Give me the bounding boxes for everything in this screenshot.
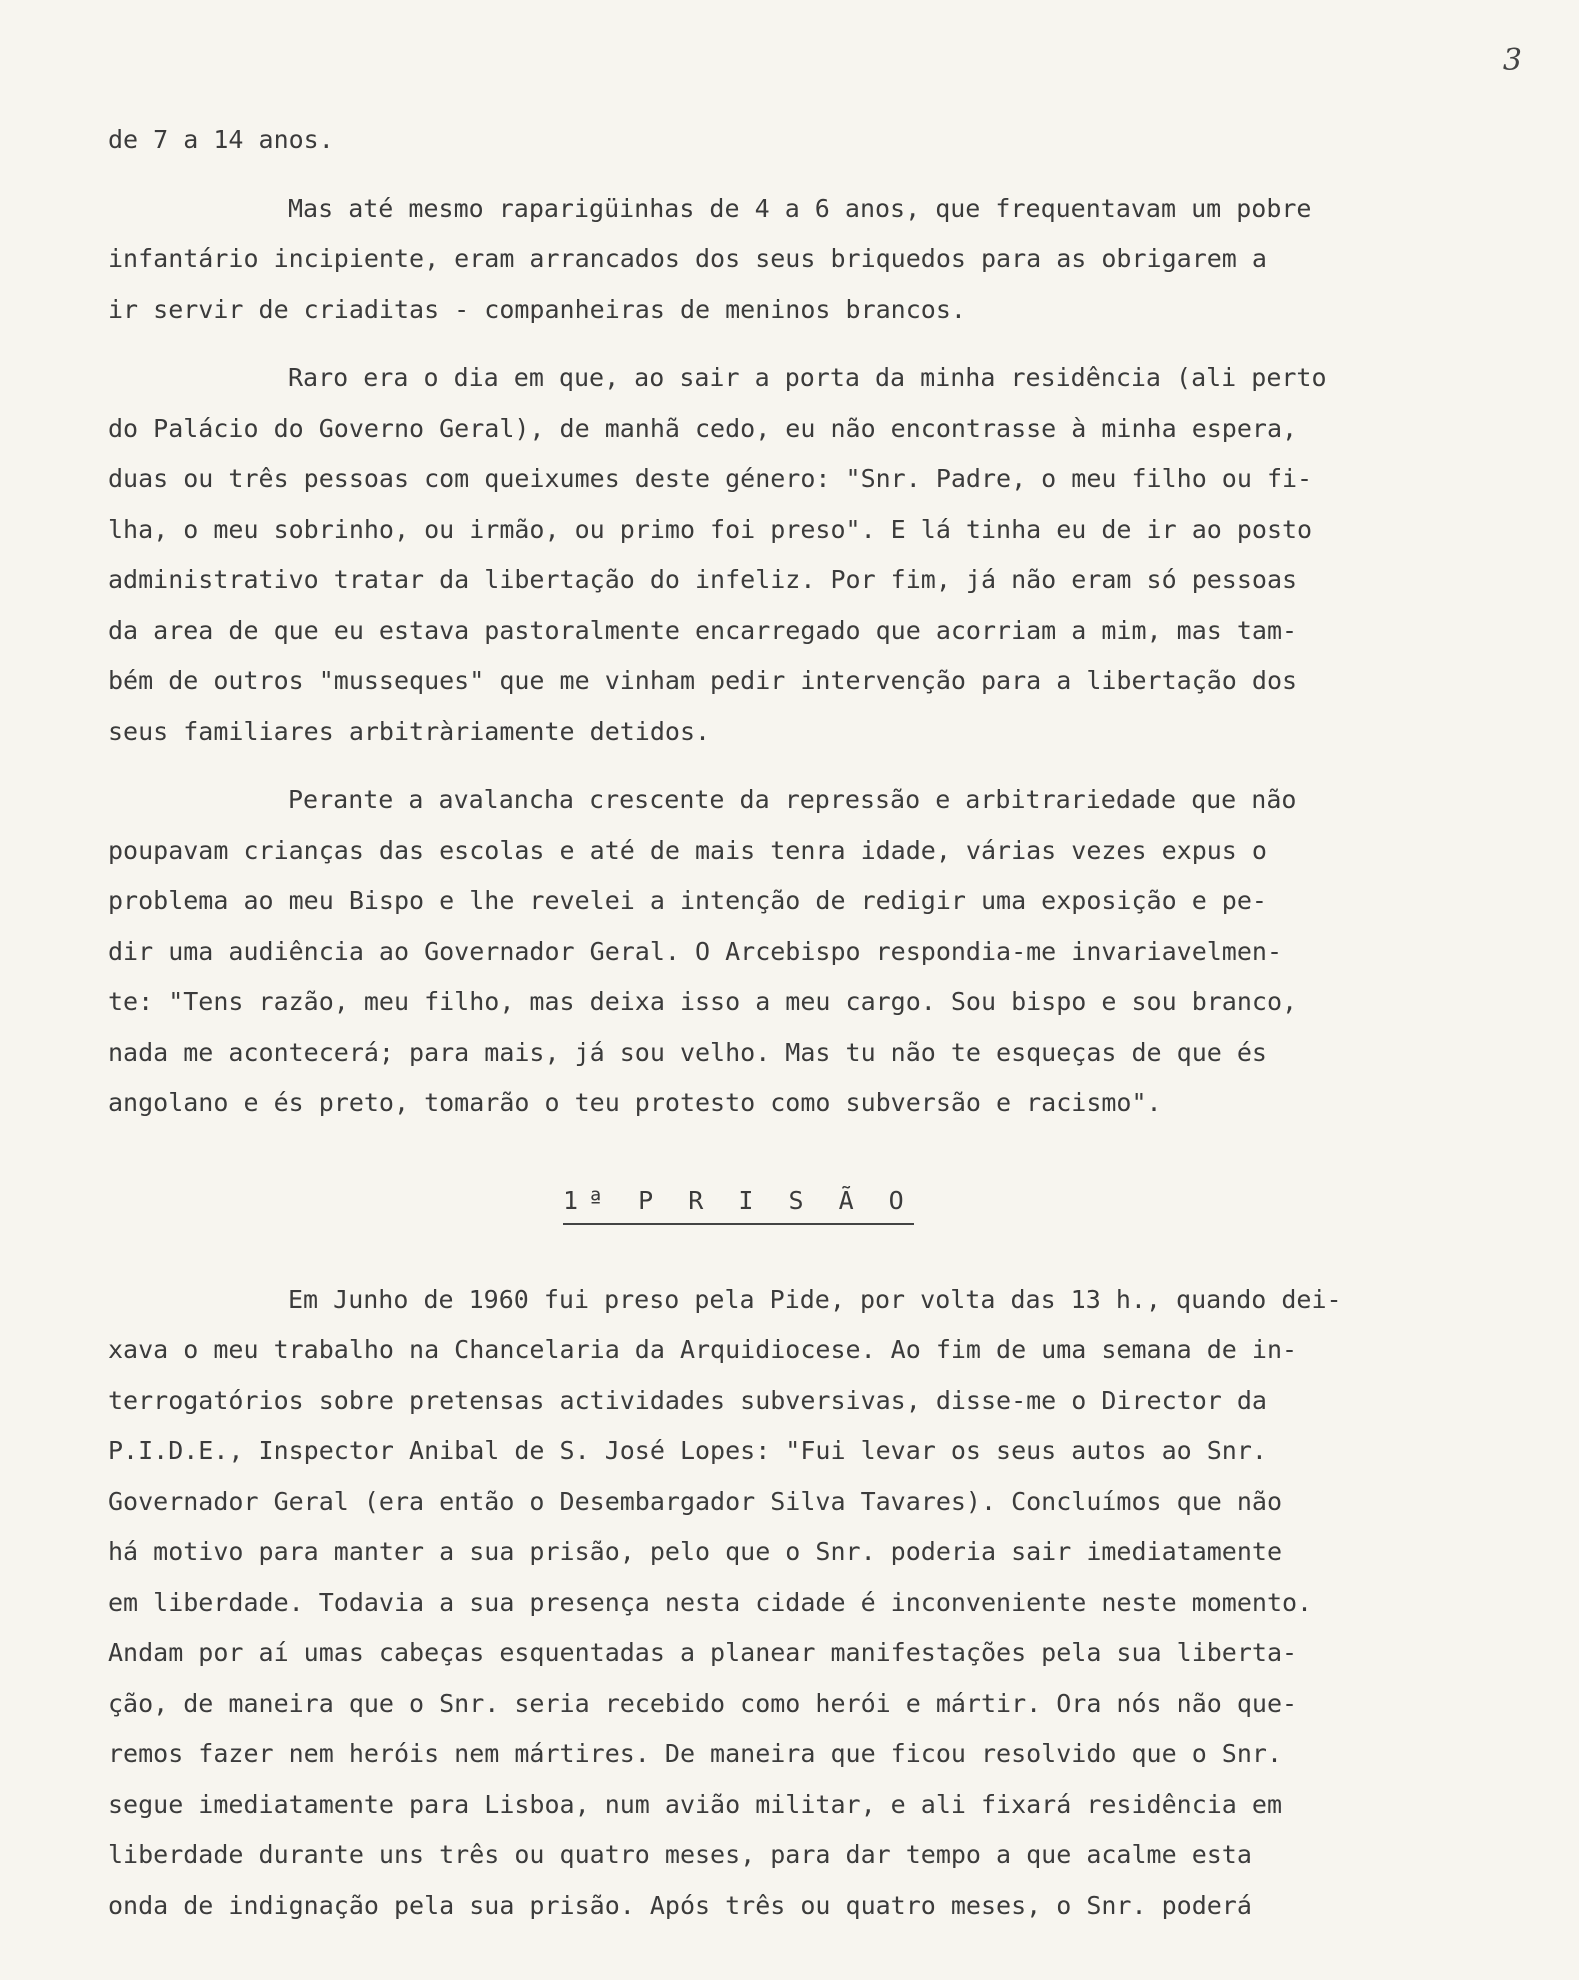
text-line: nada me acontecerá; para mais, já sou velho. Mas tu não te esqueças de que és — [108, 1037, 1267, 1067]
text-line: lha, o meu sobrinho, ou irmão, ou primo foi preso". E lá tinha eu de ir ao posto — [108, 514, 1313, 544]
text-line: Em Junho de 1960 fui preso pela Pide, por volta das 13 h., quando dei- — [288, 1284, 1342, 1314]
document-body — [108, 115, 1558, 1931]
text-line: do Palácio do Governo Geral), de manhã cedo, eu não encontrasse à minha espera, — [108, 413, 1298, 443]
page-number: 3 — [1502, 43, 1522, 78]
section-heading-text: 1ª P R I S Ã O — [563, 1179, 914, 1225]
text-line: te: "Tens razão, meu filho, mas deixa isso a meu cargo. Sou bispo e sou branco, — [108, 987, 1298, 1016]
text-line: Mas até mesmo raparigüinhas de 4 a 6 anos, que frequentavam um pobre — [288, 193, 1312, 223]
text-line: liberdade durante uns três ou quatro meses, para dar tempo a que acalme esta — [108, 1840, 1252, 1869]
text-line: segue imediatamente para Lisboa, num avião militar, e ali fixará residência em — [108, 1789, 1282, 1819]
text-line: Andam por aí umas cabeças esquentadas a planear manifestações pela sua liberta- — [108, 1638, 1298, 1667]
text-line: administrativo tratar da libertação do infeliz. Por fim, já não eram só pessoas — [108, 565, 1298, 594]
text-line: P.I.D.E., Inspector Anibal de S. José Lopes: "Fui levar os seus autos ao Snr. — [108, 1436, 1267, 1465]
section-heading — [108, 1179, 1558, 1239]
text-line: em liberdade. Todavia a sua presença nesta cidade é inconveniente neste momento. — [108, 1587, 1313, 1617]
text-line: duas ou três pessoas com queixumes deste género: "Snr. Padre, o meu filho ou fi- — [108, 464, 1313, 493]
text-line: ir servir de criaditas - companheiras de meninos brancos. — [108, 294, 966, 324]
text-line: angolano e és preto, tomarão o teu protesto como subversão e racismo". — [108, 1088, 1162, 1117]
text-line: dir uma audiência ao Governador Geral. O Arcebispo respondia-me invariavelmen- — [108, 936, 1282, 966]
text-line: problema ao meu Bispo e lhe revelei a intenção de redigir uma exposição e pe- — [108, 886, 1267, 915]
text-line: Raro era o dia em que, ao sair a porta da minha residência (ali perto — [288, 363, 1327, 392]
text-line: xava o meu trabalho na Chancelaria da Arquidiocese. Ao fim de uma semana de in- — [108, 1335, 1298, 1364]
text-line: há motivo para manter a sua prisão, pelo que o Snr. poderia sair imediatamente — [108, 1537, 1282, 1566]
text-line: onda de indignação pela sua prisão. Após três ou quatro meses, o Snr. poderá — [108, 1890, 1252, 1920]
text-line: Governador Geral (era então o Desembargador Silva Tavares). Concluímos que não — [108, 1486, 1282, 1516]
text-line: terrogatórios sobre pretensas actividades subversivas, disse-me o Director da — [108, 1385, 1267, 1415]
text-line: bém de outros "musseques" que me vinham pedir intervenção para a libertação dos — [108, 666, 1298, 695]
text-line: de 7 a 14 anos. — [108, 125, 334, 154]
text-line: da area de que eu estava pastoralmente encarregado que acorriam a mim, mas tam- — [108, 615, 1298, 645]
text-line: infantário incipiente, eram arrancados dos seus briquedos para as obrigarem a — [108, 244, 1267, 273]
text-line: remos fazer nem heróis nem mártires. De maneira que ficou resolvido que o Snr. — [108, 1739, 1282, 1768]
text-line: ção, de maneira que o Snr. seria recebido como herói e mártir. Ora nós não que- — [108, 1688, 1298, 1718]
text-line: seus familiares arbitràriamente detidos. — [108, 716, 711, 746]
text-line: poupavam crianças das escolas e até de mais tenra idade, várias vezes expus o — [108, 835, 1267, 865]
text-line: Perante a avalancha crescente da repressão e arbitrariedade que não — [288, 785, 1297, 814]
